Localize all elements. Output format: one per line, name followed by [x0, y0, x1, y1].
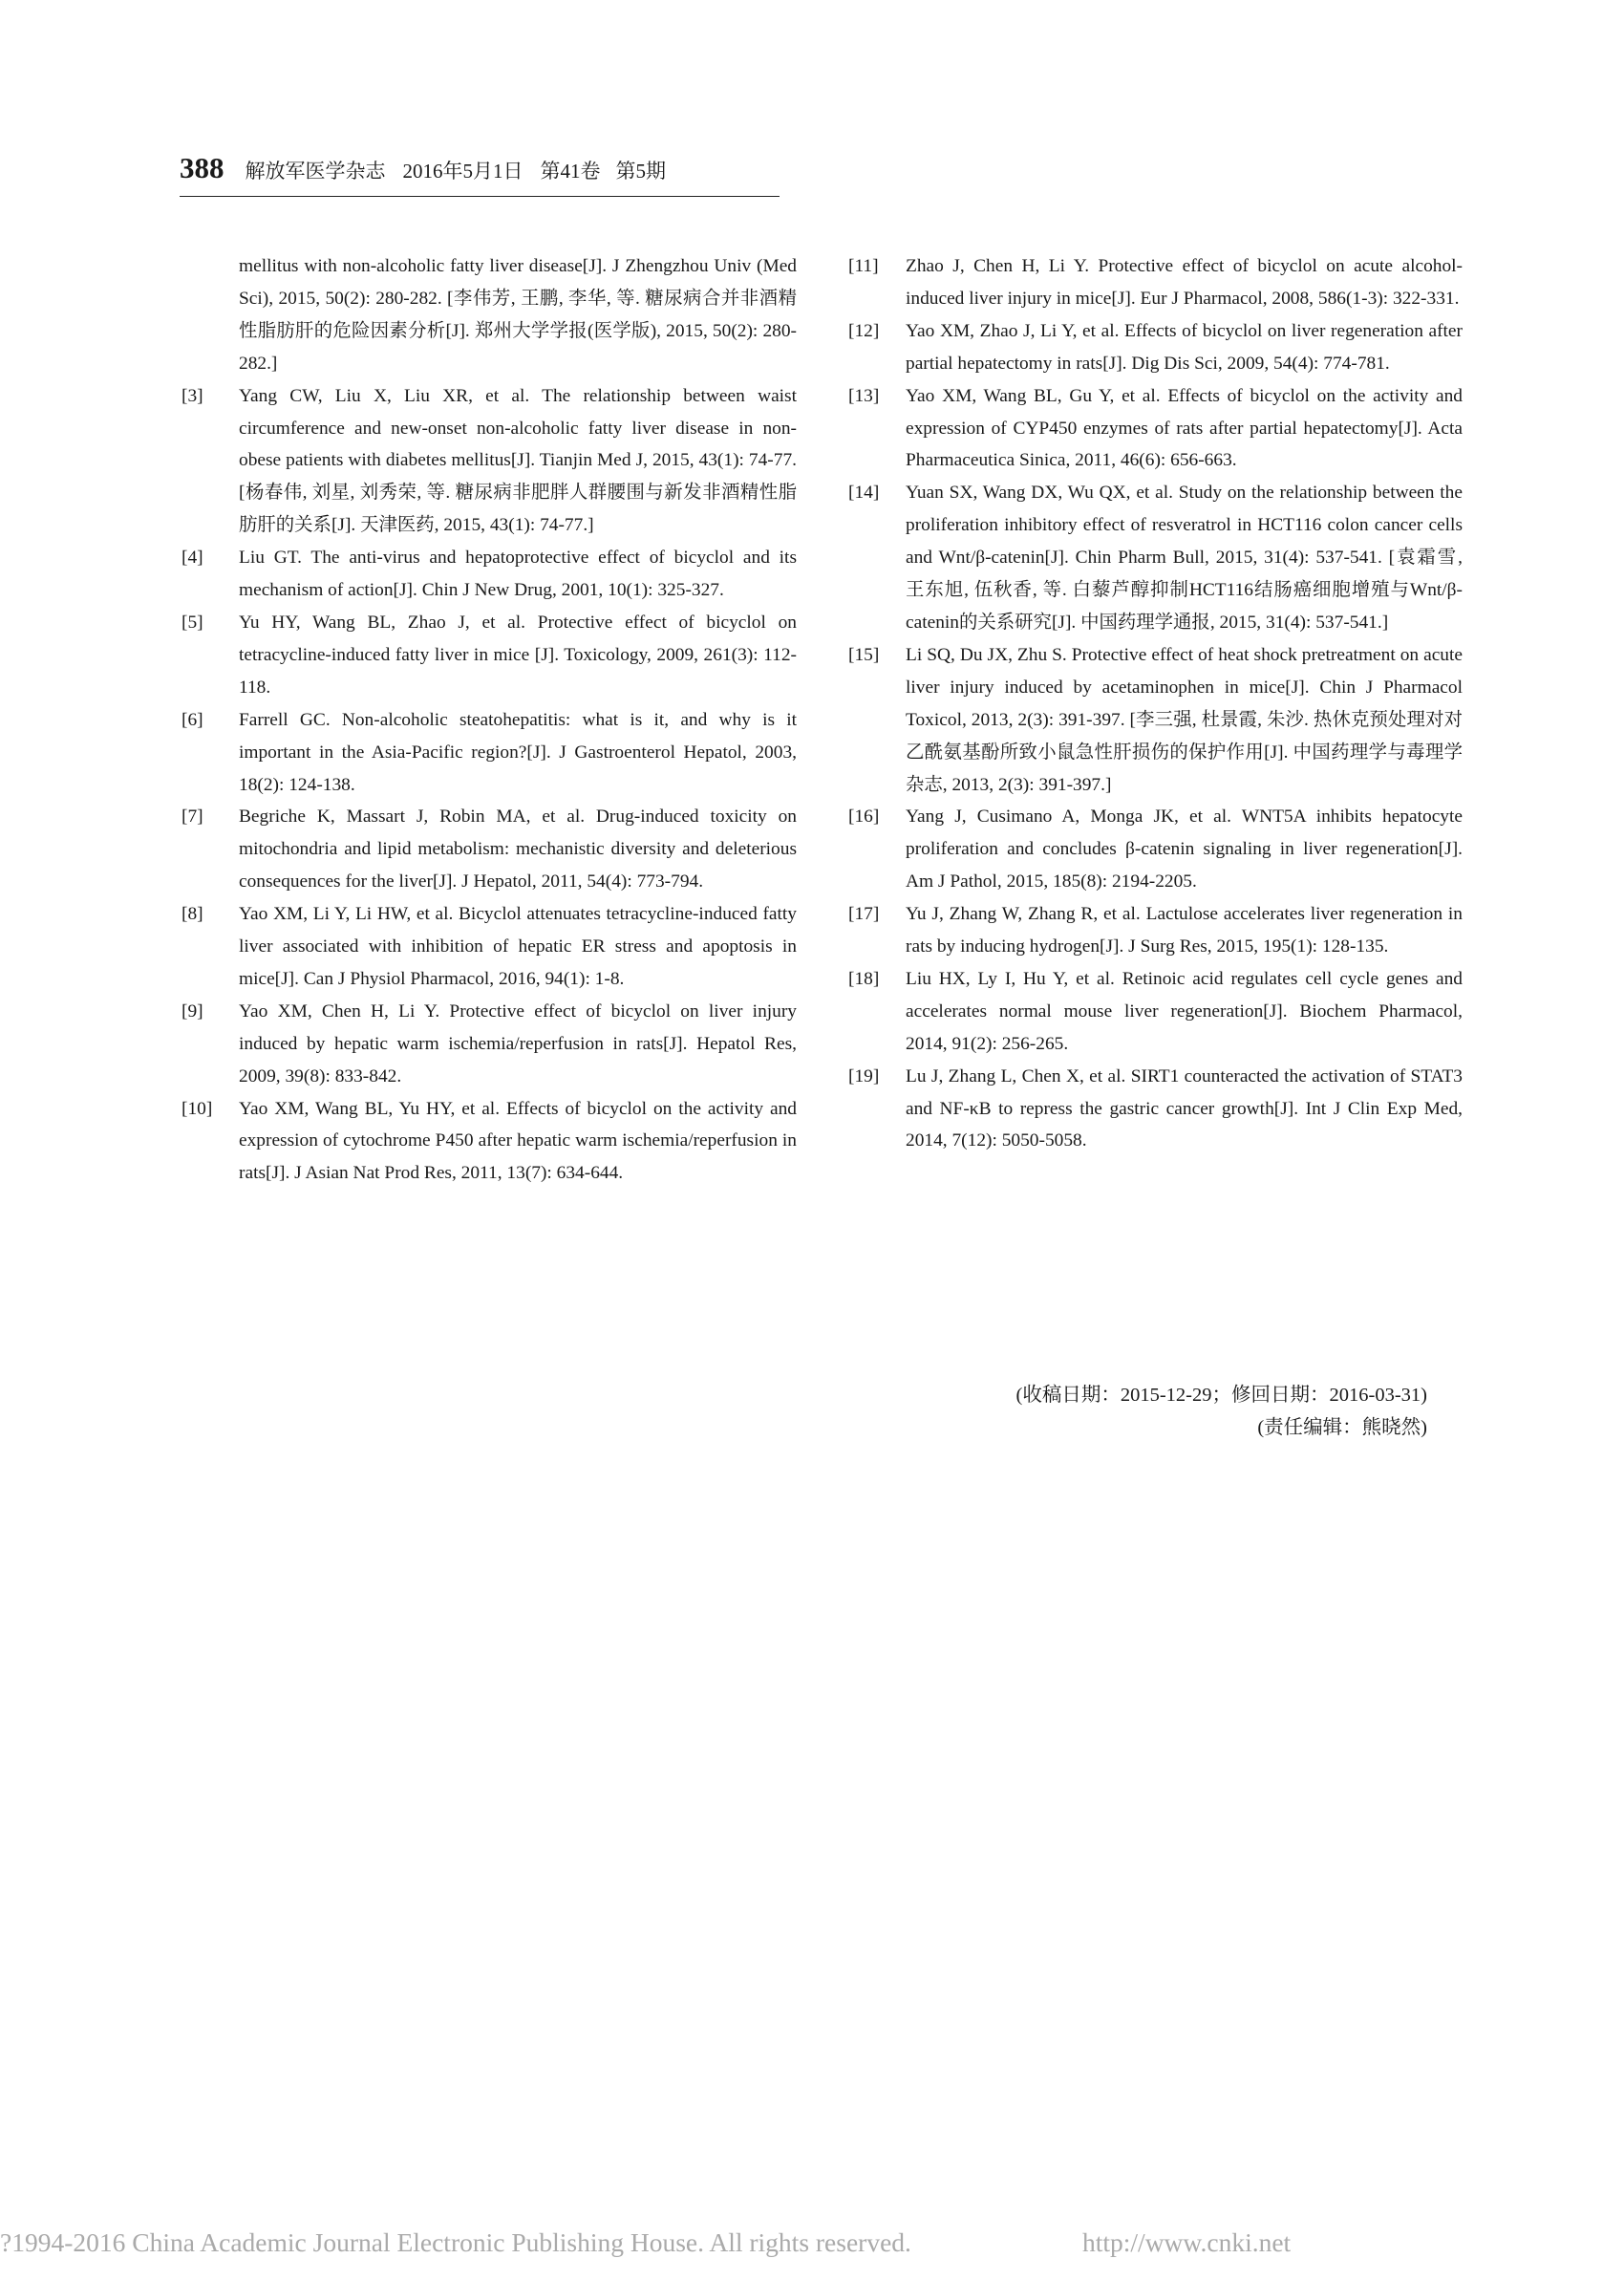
reference-text: Zhao J, Chen H, Li Y. Protective effect of bicyclol on acute alcohol-induced liver injury in mice[J]. Eur J Pharmacol, 2008, 586(1-3): 322-331. — [906, 256, 1463, 309]
reference-item — [848, 639, 1463, 802]
reference-item — [848, 801, 1463, 898]
reference-item — [182, 1093, 797, 1191]
reference-item — [848, 380, 1463, 478]
running-header — [180, 151, 781, 185]
reference-number: [8] — [182, 904, 203, 925]
reference-number: [9] — [182, 1000, 203, 1022]
reference-text: Yao XM, Li Y, Li HW, et al. Bicyclol attenuates tetracycline-induced fatty liver associated with inhibition of hepatic ER stress and apoptosis in mice[J]. Can J Physiol Pharmacol, 2016, 94(1): 1-8. — [239, 904, 797, 989]
reference-number: [19] — [848, 1065, 880, 1086]
reference-text: Li SQ, Du JX, Zhu S. Protective effect of heat shock pretreatment on acute liver injury induced by acetaminophen in mice[J]. Chin J Pharmacol Toxicol, 2013, 2(3): 391-397. [李三强, 杜景霞, 朱沙. 热休克预处理对对乙酰氨基酚所致小鼠急性肝损伤的保护作用[J]. 中国药理学与毒理学杂志, 2013, 2(3): 391-397.] — [906, 644, 1463, 795]
reference-number: [18] — [848, 968, 880, 989]
reference-text: Yu HY, Wang BL, Zhao J, et al. Protective effect of bicyclol on tetracycline-induced fatty liver in mice [J]. Toxicology, 2009, 261(3): 112-118. — [239, 612, 797, 698]
copyright-notice: ?1994-2016 China Academic Journal Electronic Publishing House. All rights reserved. — [0, 2227, 911, 2257]
reference-item — [848, 963, 1463, 1061]
reference-number: [6] — [182, 709, 203, 730]
reference-item — [182, 542, 797, 607]
reference-number: [7] — [182, 807, 203, 828]
reference-number: [16] — [848, 807, 880, 828]
reference-item — [182, 801, 797, 898]
reference-item — [182, 380, 797, 543]
volume-label: 第41卷 — [540, 160, 601, 183]
reference-text: Farrell GC. Non-alcoholic steatohepatitis: what is it, and why is it important in the Asia-Pacific region?[J]. J Gastroenterol Hepatol, 2003, 18(2): 124-138. — [239, 709, 797, 795]
reference-item — [848, 315, 1463, 380]
received-revised-dates: (收稿日期：2015-12-29；修回日期：2016-03-31) — [1015, 1385, 1427, 1406]
reference-item — [848, 898, 1463, 963]
header-divider — [180, 196, 780, 197]
reference-number: [13] — [848, 385, 880, 406]
article-dates — [860, 1379, 1427, 1444]
reference-item — [848, 1061, 1463, 1158]
reference-text: Yuan SX, Wang DX, Wu QX, et al. Study on the relationship between the proliferation inhibitory effect of resveratrol in HCT116 colon cancer cells and Wnt/β-catenin[J]. Chin Pharm Bull, 2015, 31(4): 537-541. [袁霜雪, 王东旭, 伍秋香, 等. 白藜芦醇抑制HCT116结肠癌细胞增殖与Wnt/β-catenin的关系研究[J]. 中国药理学通报, 2015, 31(4): 537-541.] — [906, 483, 1463, 633]
reference-item — [182, 607, 797, 704]
reference-number: [11] — [848, 256, 879, 276]
reference-text: Yu J, Zhang W, Zhang R, et al. Lactulose accelerates liver regeneration in rats by inducing hydrogen[J]. J Surg Res, 2015, 195(1): 128-135. — [906, 904, 1463, 957]
page-number: 388 — [180, 151, 224, 184]
references-left-column — [182, 250, 797, 1190]
reference-text: Yao XM, Wang BL, Gu Y, et al. Effects of bicyclol on the activity and expression of CYP450 enzymes of rats after partial hepatectomy[J]. Acta Pharmaceutica Sinica, 2011, 46(6): 656-663. — [906, 385, 1463, 471]
reference-item — [182, 996, 797, 1093]
reference-item — [182, 704, 797, 802]
reference-item — [848, 250, 1463, 315]
reference-text: Yao XM, Wang BL, Yu HY, et al. Effects of bicyclol on the activity and expression of cytochrome P450 after hepatic warm ischemia/reperfusion in rats[J]. J Asian Nat Prod Res, 2011, 13(7): 634-644. — [239, 1098, 797, 1184]
reference-number: [4] — [182, 548, 203, 569]
reference-text: Yao XM, Zhao J, Li Y, et al. Effects of bicyclol on liver regeneration after partial hepatectomy in rats[J]. Dig Dis Sci, 2009, 54(4): 774-781. — [906, 320, 1463, 374]
reference-text: Liu HX, Ly I, Hu Y, et al. Retinoic acid regulates cell cycle genes and accelerates normal mouse liver regeneration[J]. Biochem Pharmacol, 2014, 91(2): 256-265. — [906, 968, 1463, 1054]
reference-number: [14] — [848, 483, 880, 504]
reference-continuation: mellitus with non-alcoholic fatty liver disease[J]. J Zhengzhou Univ (Med Sci), 2015, 50(2): 280-282. [李伟芳, 王鹏, 李华, 等. 糖尿病合并非酒精性脂肪肝的危险因素分析[J]. 郑州大学学报(医学版), 2015, 50(2): 280-282.] — [239, 256, 797, 374]
reference-number: [12] — [848, 320, 880, 341]
issue-date: 2016年5月1日 — [402, 160, 524, 183]
reference-number: [17] — [848, 904, 880, 925]
reference-number: [15] — [848, 644, 880, 665]
journal-title: 解放军医学杂志 — [245, 160, 386, 183]
reference-number: [10] — [182, 1098, 213, 1119]
reference-item — [848, 477, 1463, 639]
cnki-url: http://www.cnki.net — [1082, 2227, 1292, 2257]
responsible-editor: (责任编辑：熊晓然) — [1257, 1417, 1427, 1438]
reference-item — [182, 898, 797, 996]
reference-text: Liu GT. The anti-virus and hepatoprotective effect of bicyclol and its mechanism of action[J]. Chin J New Drug, 2001, 10(1): 325-327. — [239, 548, 797, 601]
reference-text: Lu J, Zhang L, Chen X, et al. SIRT1 counteracted the activation of STAT3 and NF-κB to repress the gastric cancer growth[J]. Int J Clin Exp Med, 2014, 7(12): 5050-5058. — [906, 1065, 1463, 1151]
reference-number: [3] — [182, 385, 203, 406]
reference-text: Yang J, Cusimano A, Monga JK, et al. WNT5A inhibits hepatocyte proliferation and concludes β-catenin signaling in liver regeneration[J]. Am J Pathol, 2015, 185(8): 2194-2205. — [906, 807, 1463, 893]
references-right-column — [848, 250, 1463, 1157]
reference-number: [5] — [182, 612, 203, 633]
reference-text: Yao XM, Chen H, Li Y. Protective effect of bicyclol on liver injury induced by hepatic warm ischemia/reperfusion in rats[J]. Hepatol Res, 2009, 39(8): 833-842. — [239, 1000, 797, 1086]
reference-text: Begriche K, Massart J, Robin MA, et al. Drug-induced toxicity on mitochondria and lipid metabolism: mechanistic diversity and deleterious consequences for the liver[J]. J Hepatol, 2011, 54(4): 773-794. — [239, 807, 797, 893]
reference-text: Yang CW, Liu X, Liu XR, et al. The relationship between waist circumference and new-onset non-alcoholic fatty liver disease in non-obese patients with diabetes mellitus[J]. Tianjin Med J, 2015, 43(1): 74-77. [杨春伟, 刘星, 刘秀荣, 等. 糖尿病非肥胖人群腰围与新发非酒精性脂肪肝的关系[J]. 天津医药, 2015, 43(1): 74-77.] — [239, 385, 797, 536]
issue-label: 第5期 — [615, 160, 666, 183]
